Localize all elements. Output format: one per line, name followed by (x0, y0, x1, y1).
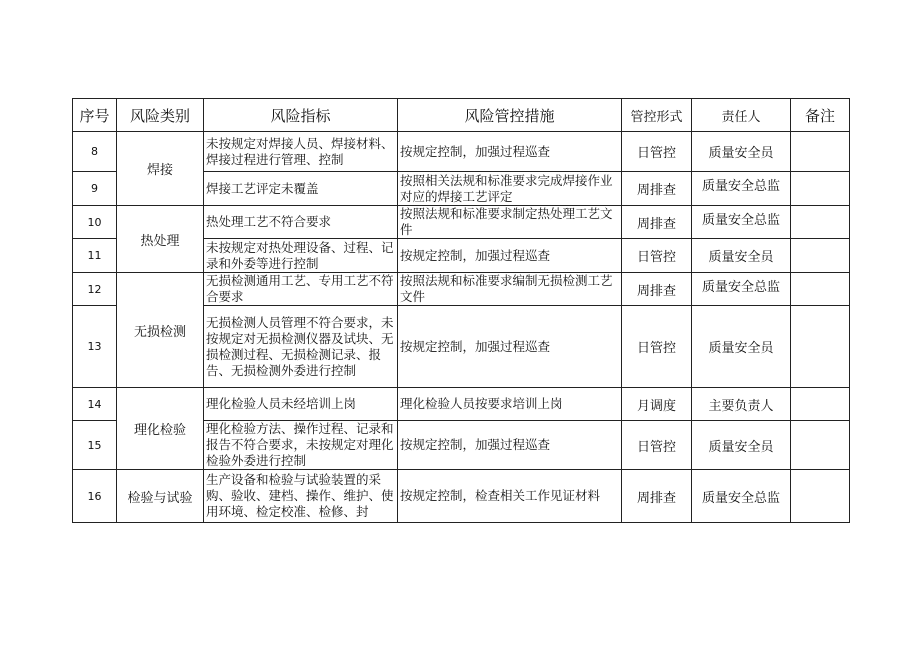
row-number: 11 (73, 239, 117, 273)
control-form: 周排查 (622, 470, 692, 523)
control-measure: 按照相关法规和标准要求完成焊接作业对应的焊接工艺评定 (398, 172, 622, 206)
table-row (73, 132, 850, 172)
control-form: 日管控 (622, 132, 692, 172)
risk-indicator: 热处理工艺不符合要求 (204, 206, 398, 239)
remarks-cell (791, 206, 850, 239)
category-cell: 理化检验 (117, 388, 204, 470)
responsible-person: 质量安全员 (692, 132, 791, 172)
control-form: 日管控 (622, 239, 692, 273)
remarks-cell (791, 132, 850, 172)
header-measures: 风险管控措施 (398, 99, 622, 132)
category-cell: 热处理 (117, 206, 204, 273)
risk-indicator: 未按规定对热处理设备、过程、记录和外委等进行控制 (204, 239, 398, 273)
risk-indicator: 理化检验人员未经培训上岗 (204, 388, 398, 421)
row-number: 12 (73, 273, 117, 306)
control-measure: 按照法规和标准要求编制无损检测工艺文件 (398, 273, 622, 306)
control-measure: 按规定控制，加强过程巡查 (398, 132, 622, 172)
table-row (73, 388, 850, 421)
risk-indicator: 未按规定对焊接人员、焊接材料、焊接过程进行管理、控制 (204, 132, 398, 172)
responsible-person: 质量安全员 (692, 421, 791, 470)
responsible-person: 质量安全总监 (692, 172, 791, 206)
control-measure: 理化检验人员按要求培训上岗 (398, 388, 622, 421)
control-form: 周排查 (622, 206, 692, 239)
control-form: 日管控 (622, 421, 692, 470)
responsible-person: 质量安全总监 (692, 273, 791, 306)
risk-indicator: 生产设备和检验与试验装置的采购、验收、建档、操作、维护、使用环境、检定校准、检修、封 (206, 472, 394, 519)
header-row (73, 99, 850, 132)
control-measure: 按规定控制，加强过程巡查 (398, 239, 622, 273)
category-cell: 无损检测 (117, 273, 204, 388)
remarks-cell (791, 388, 850, 421)
remarks-cell (791, 421, 850, 470)
category-cell: 检验与试验 (117, 470, 204, 523)
control-form: 日管控 (622, 306, 692, 388)
header-category: 风险类别 (117, 99, 204, 132)
remarks-cell (791, 172, 850, 206)
remarks-cell (791, 273, 850, 306)
table-row (73, 206, 850, 239)
responsible-person: 质量安全员 (692, 306, 791, 388)
risk-indicator: 焊接工艺评定未覆盖 (204, 172, 398, 206)
risk-indicator-cell (204, 470, 398, 523)
control-form: 周排查 (622, 273, 692, 306)
table-row (73, 470, 850, 523)
responsible-person: 质量安全总监 (692, 470, 791, 523)
remarks-cell (791, 470, 850, 523)
risk-indicator: 无损检测人员管理不符合要求，未按规定对无损检测仪器及试块、无损检测过程、无损检测记录、报告、无损检测外委进行控制 (204, 306, 398, 388)
responsible-person: 主要负责人 (692, 388, 791, 421)
remarks-cell (791, 239, 850, 273)
header-control-form: 管控形式 (622, 99, 692, 132)
row-number: 15 (73, 421, 117, 470)
control-measure: 按规定控制，加强过程巡查 (398, 421, 622, 470)
remarks-cell (791, 306, 850, 388)
control-measure: 按规定控制，加强过程巡查 (398, 306, 622, 388)
row-number: 10 (73, 206, 117, 239)
control-form: 周排查 (622, 172, 692, 206)
table-row (73, 273, 850, 306)
row-number: 8 (73, 132, 117, 172)
risk-indicator: 无损检测通用工艺、专用工艺不符合要求 (204, 273, 398, 306)
responsible-person: 质量安全员 (692, 239, 791, 273)
responsible-person: 质量安全总监 (692, 206, 791, 239)
control-measure: 按规定控制，检查相关工作见证材料 (398, 470, 622, 523)
row-number: 13 (73, 306, 117, 388)
row-number: 9 (73, 172, 117, 206)
row-number: 14 (73, 388, 117, 421)
category-cell: 焊接 (117, 132, 204, 206)
header-indicator: 风险指标 (204, 99, 398, 132)
risk-control-table (72, 98, 850, 523)
header-remarks: 备注 (791, 99, 850, 132)
control-measure: 按照法规和标准要求制定热处理工艺文件 (398, 206, 622, 239)
risk-indicator: 理化检验方法、操作过程、记录和报告不符合要求，未按规定对理化检验外委进行控制 (204, 421, 398, 470)
row-number: 16 (73, 470, 117, 523)
header-seq: 序号 (73, 99, 117, 132)
control-form: 月调度 (622, 388, 692, 421)
header-responsible: 责任人 (692, 99, 791, 132)
